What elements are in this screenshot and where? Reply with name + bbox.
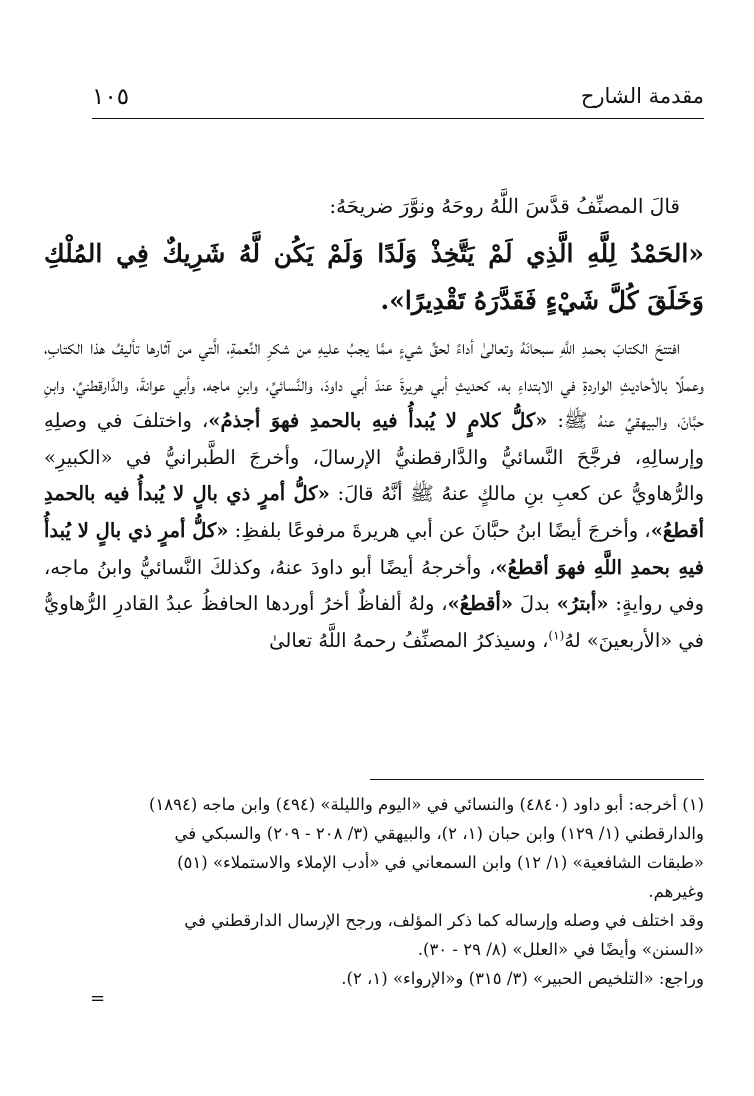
footnote-line: والدارقطني (١/ ١٢٩) وابن حبان (١، ٢)، والبيهقي (٣/ ٢٠٨ - ٢٠٩) والسبكي في — [174, 824, 704, 843]
para-text-3: ، وأخرجَ أيضًا ابنُ حبَّانَ عن أبي هريرةَ مرفوعًا بلفظِ: — [228, 518, 651, 542]
footnote-line: وغيرهم. — [648, 882, 704, 901]
hadith-word-aqta: «أقطعُ» — [447, 592, 514, 616]
para-text-6: ، ولهُ ألفاظٌ أخرُ أوردها الحافظُ عبدُ القادرِ الرُّهاويُّ في «الأربعينَ» لهُ — [44, 592, 704, 652]
end-mark: = — [90, 988, 106, 1009]
para-text-1: افتتحَ الكتابَ بحمدِ اللَّهِ سبحانَهُ وتعالىٰ أداءً لحقِّ شيءٍ ممَّا يجبُ عليهِ من شكرِ النِّعمةِ، الَّتي من آثارها تأليفُ هذا الكتابِ، وعملًا بالأحاديثِ الواردةِ في الابتداءِ به، كحديثِ أبي هريرةَ عندَ أبي داودَ، والنَّسائيِّ، وابنِ ماجه، وأبي عوانةَ، والدَّارقطنيِّ، وابنِ حبَّانَ، والبيهقيِّ عنهُ ﷺ: — [44, 336, 704, 433]
commentary-paragraph — [44, 330, 704, 659]
hadith-quote-2: «كلُّ أمرٍ ذي بالٍ لا يُبدأُ فيه بالحمدِ أقطعُ» — [44, 482, 704, 542]
para-text-4: ، وأخرجهُ أيضًا أبو داودَ عنهُ، وكذلكَ النَّسائيُّ وابنُ ماجه، وفي روايةٍ: — [44, 555, 704, 616]
footnote-marker[interactable]: (١) — [548, 628, 565, 643]
para-text-5: بدلَ — [513, 592, 557, 616]
hadith-word-abtar: «أبترُ» — [556, 592, 609, 616]
header-title: مقدمة الشارح — [580, 84, 704, 108]
running-header — [92, 82, 704, 119]
intro-line: قالَ المصنِّفُ قدَّسَ اللَّهُ روحَهُ ونوَّرَ ضريحَهُ: — [329, 194, 680, 218]
hadith-quote-1: «كلُّ كلامٍ لا يُبدأُ فيهِ بالحمدِ فهوَ أجذمُ» — [208, 409, 548, 433]
footnote-divider — [370, 779, 704, 780]
hadith-quote-3: «كلُّ أمرٍ ذي بالٍ لا يُبدأُ فيهِ بحمدِ اللَّهِ فهوَ أقطعُ» — [44, 518, 704, 579]
footnote-line: «السنن» وأيضًا في «العلل» (٨/ ٢٩ - ٣٠). — [417, 940, 704, 959]
footnotes — [44, 790, 704, 993]
footnote-line: (١) أخرجه: أبو داود (٤٨٤٠) والنسائي في «اليوم والليلة» (٤٩٤) وابن ماجه (١٨٩٤) — [148, 795, 704, 814]
footnote-line: وقد اختلف في وصله وإرساله كما ذكر المؤلف، ورجح الإرسال الدارقطني في — [184, 911, 704, 930]
para-text-2: ، واختلفَ في وصلِهِ وإرسالِهِ، فرجَّحَ النَّسائيُّ والدَّارقطنيُّ الإرسالَ، وأخرجَ الطَّبرانيُّ في «الكبيرِ» والرُّهاويُّ عن كعبِ بنِ مالكٍ عنهُ ﷺ أنَّهُ قالَ: — [44, 409, 704, 506]
footnote-line: وراجع: «التلخيص الحبير» (٣/ ٣١٥) و«الإرواء» (١، ٢). — [341, 969, 704, 988]
para-text-7: ، وسيذكرُ المصنِّفُ رحمهُ اللَّهُ تعالىٰ — [269, 628, 549, 652]
main-text — [44, 186, 704, 659]
footnote-line: «طبقات الشافعية» (١/ ١٢) وابن السمعاني في «أدب الإملاء والاستملاء» (٥١) — [177, 853, 704, 872]
matn-quote: «الحَمْدُ لِلَّهِ الَّذِي لَمْ يَتَّخِذْ وَلَدًا وَلَمْ يَكُن لَّهُ شَرِيكٌ فِي المُلْكِ وَخَلَقَ كُلَّ شَيْءٍ فَقَدَّرَهُ تَقْدِيرًا». — [44, 239, 704, 315]
page-number: ١٠٥ — [92, 84, 130, 110]
